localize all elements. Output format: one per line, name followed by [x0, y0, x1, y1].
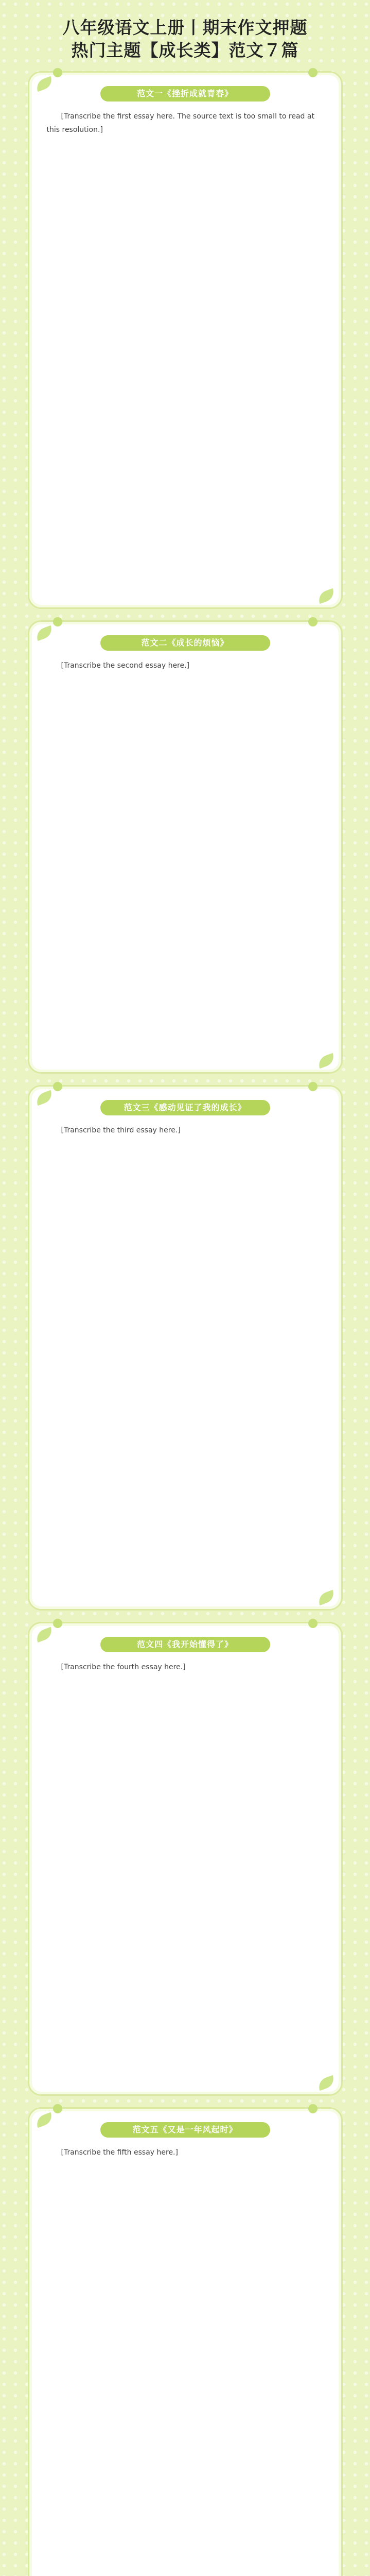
essay-card-5: [28, 2107, 343, 2576]
essay-title-3: 范文三《感动见证了我的成长》: [100, 1100, 270, 1115]
leaf-decoration-icon: [34, 2112, 54, 2128]
leaf-decoration-icon: [34, 1090, 54, 1106]
essay-card-1: [28, 71, 343, 609]
essay-title-5: 范文五《又是一年风起时》: [100, 2122, 270, 2138]
leaf-decoration-icon: [316, 1590, 336, 1605]
essay-title-4: 范文四《我开始懂得了》: [100, 1637, 270, 1652]
leaf-decoration-icon: [34, 625, 54, 641]
leaf-decoration-icon: [34, 76, 54, 92]
essay-body-1: [Transcribe the first essay here. The source text is too small to read at this resolution.]: [46, 112, 314, 134]
page-header: [21, 11, 350, 71]
essay-card-3: [28, 1085, 343, 1611]
leaf-decoration-icon: [316, 588, 336, 604]
leaf-decoration-icon: [316, 2075, 336, 2091]
essay-card-4: [28, 1622, 343, 2096]
leaf-decoration-icon: [34, 1627, 54, 1642]
essay-title-2: 范文二《成长的烦恼》: [100, 635, 270, 651]
essay-title-1: 范文一《挫折成就青春》: [100, 86, 270, 101]
page-title: 八年级语文上册丨期末作文押题: [62, 18, 308, 38]
essay-card-2: [28, 620, 343, 1074]
essay-body-5: [Transcribe the fifth essay here.]: [61, 2148, 178, 2157]
essay-body-2: [Transcribe the second essay here.]: [61, 662, 190, 670]
leaf-decoration-icon: [316, 1053, 336, 1069]
page-subtitle: 热门主题【成长类】范文７篇: [71, 40, 299, 60]
essay-body-4: [Transcribe the fourth essay here.]: [61, 1663, 186, 1671]
essay-body-3: [Transcribe the third essay here.]: [61, 1126, 181, 1134]
